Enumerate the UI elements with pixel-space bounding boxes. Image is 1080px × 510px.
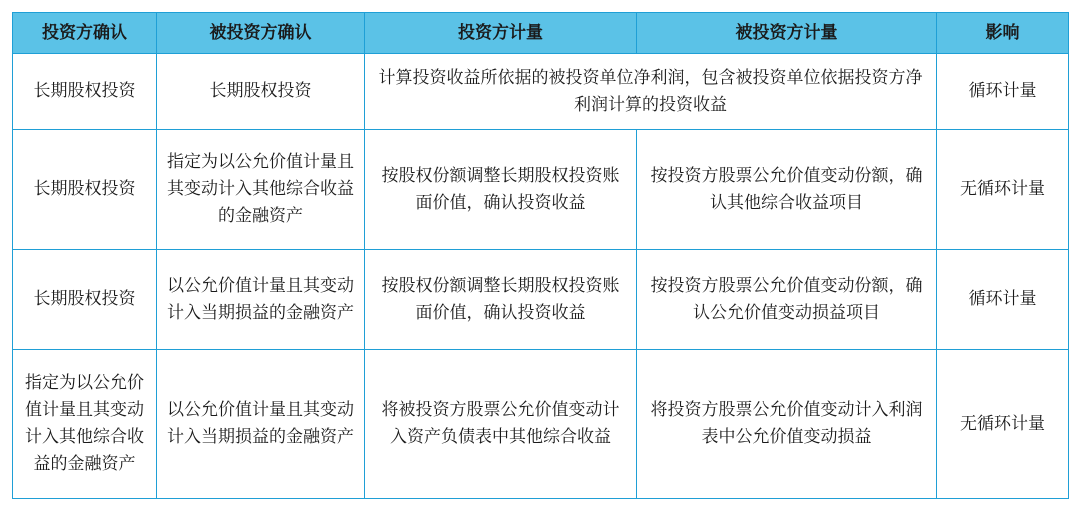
- cell-investor-measurement: 按股权份额调整长期股权投资账面价值，确认投资收益: [365, 130, 637, 250]
- header-investor-recognition: 投资方确认: [13, 13, 157, 54]
- table-row: [13, 130, 1069, 250]
- cell-investor-recognition: 长期股权投资: [13, 250, 157, 350]
- cell-investee-recognition: 以公允价值计量且其变动计入当期损益的金融资产: [157, 350, 365, 499]
- table-row: [13, 250, 1069, 350]
- cell-investor-measurement: 将被投资方股票公允价值变动计入资产负债表中其他综合收益: [365, 350, 637, 499]
- cell-measurement-merged: 计算投资收益所依据的被投资单位净利润，包含被投资单位依据投资方净利润计算的投资收益: [365, 54, 937, 130]
- header-impact: 影响: [937, 13, 1069, 54]
- header-investee-measurement: 被投资方计量: [637, 13, 937, 54]
- cell-impact: 循环计量: [937, 250, 1069, 350]
- cell-impact: 无循环计量: [937, 130, 1069, 250]
- header-investor-measurement: 投资方计量: [365, 13, 637, 54]
- table-header-row: [13, 13, 1069, 54]
- header-investee-recognition: 被投资方确认: [157, 13, 365, 54]
- cell-investee-measurement: 按投资方股票公允价值变动份额，确认公允价值变动损益项目: [637, 250, 937, 350]
- table-row: [13, 350, 1069, 499]
- recognition-measurement-table: [12, 12, 1069, 499]
- cell-investor-recognition: 长期股权投资: [13, 130, 157, 250]
- cell-impact: 循环计量: [937, 54, 1069, 130]
- cell-investor-recognition: 指定为以公允价值计量且其变动计入其他综合收益的金融资产: [13, 350, 157, 499]
- cell-investor-measurement: 按股权份额调整长期股权投资账面价值，确认投资收益: [365, 250, 637, 350]
- cell-impact: 无循环计量: [937, 350, 1069, 499]
- cell-investee-recognition: 指定为以公允价值计量且其变动计入其他综合收益的金融资产: [157, 130, 365, 250]
- table-row: [13, 54, 1069, 130]
- cell-investee-recognition: 以公允价值计量且其变动计入当期损益的金融资产: [157, 250, 365, 350]
- cell-investee-measurement: 将投资方股票公允价值变动计入利润表中公允价值变动损益: [637, 350, 937, 499]
- cell-investee-recognition: 长期股权投资: [157, 54, 365, 130]
- cell-investee-measurement: 按投资方股票公允价值变动份额，确认其他综合收益项目: [637, 130, 937, 250]
- cell-investor-recognition: 长期股权投资: [13, 54, 157, 130]
